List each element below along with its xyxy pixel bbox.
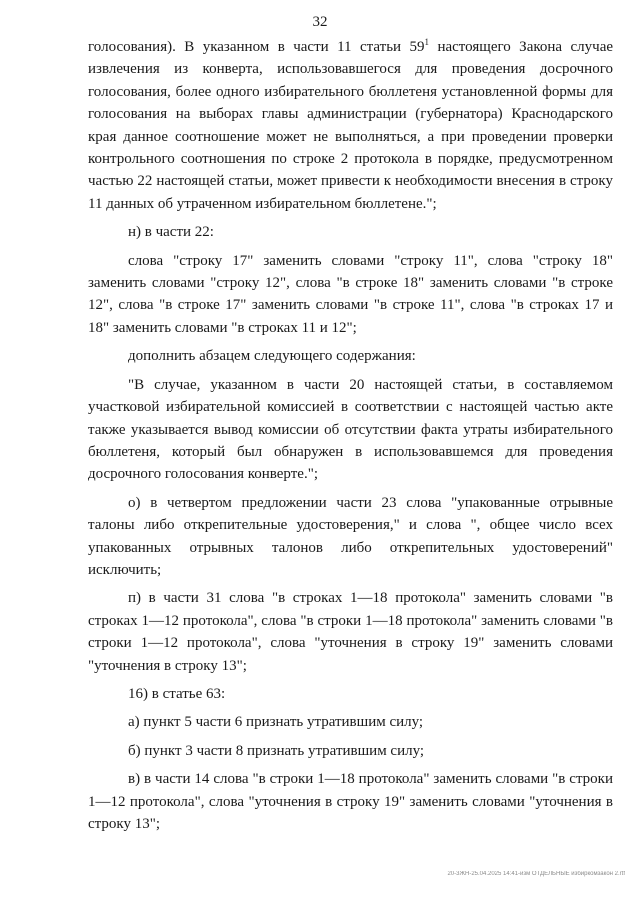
paragraph-item-a: а) пункт 5 части 6 признать утратившим силу; <box>128 714 424 731</box>
paragraph-item-p: п) в части 31 слова "в строках 1—18 протокола" заменить словами "в строках 1—12 протокола", слова "в строки 1—18 протокола" заменить словами "в строки 1—12 протокола", слова "уточнения в строку 19" заменить словами "уточнения в строку 13"; <box>88 590 613 674</box>
document-body <box>88 36 613 835</box>
paragraph-quoted-abzats: "В случае, указанном в части 20 настоящей статьи, в составляемом участковой избирательной комиссией в соответствии с настоящей частью акте также указывается вывод комиссии об отсутствии факта утраты избирательного бюллетеня, который был обнаружен в использовавшемся для проведения досрочного голосования конверте."; <box>88 376 613 483</box>
paragraph-add-abzats: дополнить абзацем следующего содержания: <box>128 348 416 365</box>
page-number: 32 <box>312 14 328 30</box>
paragraph-item-v: в) в части 14 слова "в строки 1—18 протокола" заменить словами "в строки 1—12 протокола", слова "уточнения в строку 19" заменить словами "уточнения в строку 13"; <box>88 771 613 832</box>
paragraph-item-n: н) в части 22: <box>128 224 214 241</box>
paragraph-item-b: б) пункт 3 части 8 признать утратившим силу; <box>128 742 425 759</box>
superscript: 1 <box>424 37 430 47</box>
paragraph-continuation: голосования). В указанном в части 11 статьи $59^1$ настоящего Закона случае извлечения из конверта, использовавшегося для проведения досрочного голосования, более одного избирательного бюллетеня установленной формы для голосования на выборах главы администрации (губернатора) Краснодарского края данное соотношение может не выполняться, а при проведении проверки контрольного соотношения по строке 2 протокола в порядке, предусмотренном частью 22 настоящей статьи, может привести к необходимости внесения в строку 11 данных об утраченном избирательном бюллетене."; <box>88 37 614 212</box>
paragraph-replacements-22: слова "строку 17" заменить словами "строку 11", слова "строку 18" заменить словами "строку 12", слова "в строке 18" заменить словами "в строке 12", слова "в строке 17" заменить словами "в строке 11", слова "в строках 17 и 18" заменить словами "в строках 11 и 12"; <box>88 252 613 336</box>
paragraph-item-o: о) в четвертом предложении части 23 слова "упакованные отрывные талоны либо открепительные удостоверения," и слова ", общее число всех упакованных отрывных талонов либо открепительных удостоверений" исключить; <box>88 494 613 578</box>
file-footer: 20-3ЖН-25.04.2025 14:41-изм ОТДЕЛЬНЫЕ избиркомзакон 2.rtf <box>447 871 625 877</box>
paragraph-article-63: 16) в статье 63: <box>128 685 226 702</box>
